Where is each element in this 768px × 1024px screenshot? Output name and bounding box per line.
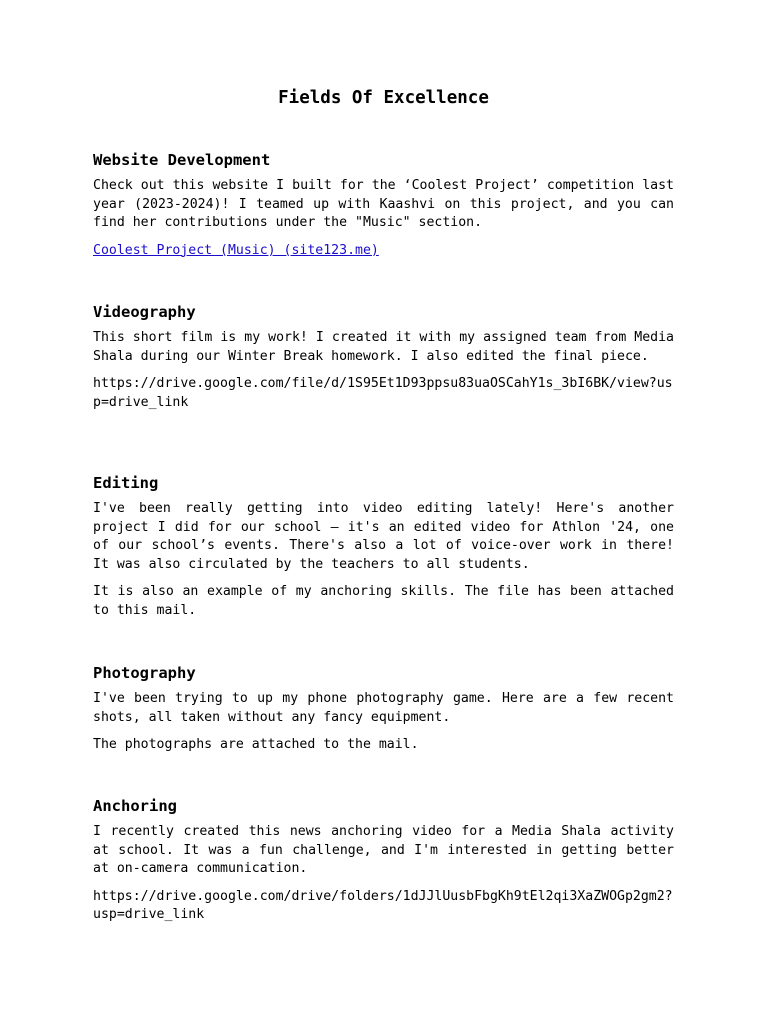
- section-videography: [93, 302, 674, 421]
- section-paragraph: The photographs are attached to the mail.: [93, 737, 419, 753]
- section-paragraph: This short film is my work! I created it with my assigned team from Media Shala during our Winter Break homework. I also edited the final piece.: [93, 330, 674, 364]
- videography-url: https://drive.google.com/file/d/1S95Et1D93ppsu83uaOSCahY1s_3bI6BK/view?usp=drive_link: [93, 376, 673, 410]
- section-heading: Editing: [93, 474, 159, 492]
- section-heading: Website Development: [93, 151, 271, 169]
- coolest-project-link[interactable]: Coolest Project (Music) (site123.me): [93, 242, 379, 258]
- section-paragraph: Check out this website I built for the ‘Coolest Project’ competition last year (2023-2024)! I teamed up with Kaashvi on this project, and you can find her contributions under the "Music" section.: [93, 178, 674, 231]
- section-heading: Photography: [93, 664, 196, 682]
- section-paragraph: I've been really getting into video editing lately! Here's another project I did for our school – it's an edited video for Athlon '24, one of our school’s events. There's also a lot of voice-over work in there! It was also circulated by the teachers to all students.: [93, 501, 674, 572]
- section-heading: Anchoring: [93, 797, 177, 815]
- section-paragraph: It is also an example of my anchoring skills. The file has been attached to this mail.: [93, 584, 674, 618]
- section-editing: [93, 473, 674, 630]
- anchoring-url: https://drive.google.com/drive/folders/1dJJlUusbFbgKh9tEl2qi3XaZWOGp2gm2?usp=drive_link: [93, 888, 673, 923]
- section-photography: [93, 663, 674, 764]
- section-paragraph: I've been trying to up my phone photography game. Here are a few recent shots, all taken without any fancy equipment.: [93, 691, 674, 725]
- section-heading: Videography: [93, 303, 196, 321]
- section-website-development: [93, 150, 674, 260]
- page-title: Fields Of Excellence: [278, 88, 489, 108]
- section-anchoring: [93, 796, 674, 934]
- section-paragraph: I recently created this news anchoring video for a Media Shala activity at school. It was a fun challenge, and I'm interested in getting better at on-camera communication.: [93, 824, 674, 877]
